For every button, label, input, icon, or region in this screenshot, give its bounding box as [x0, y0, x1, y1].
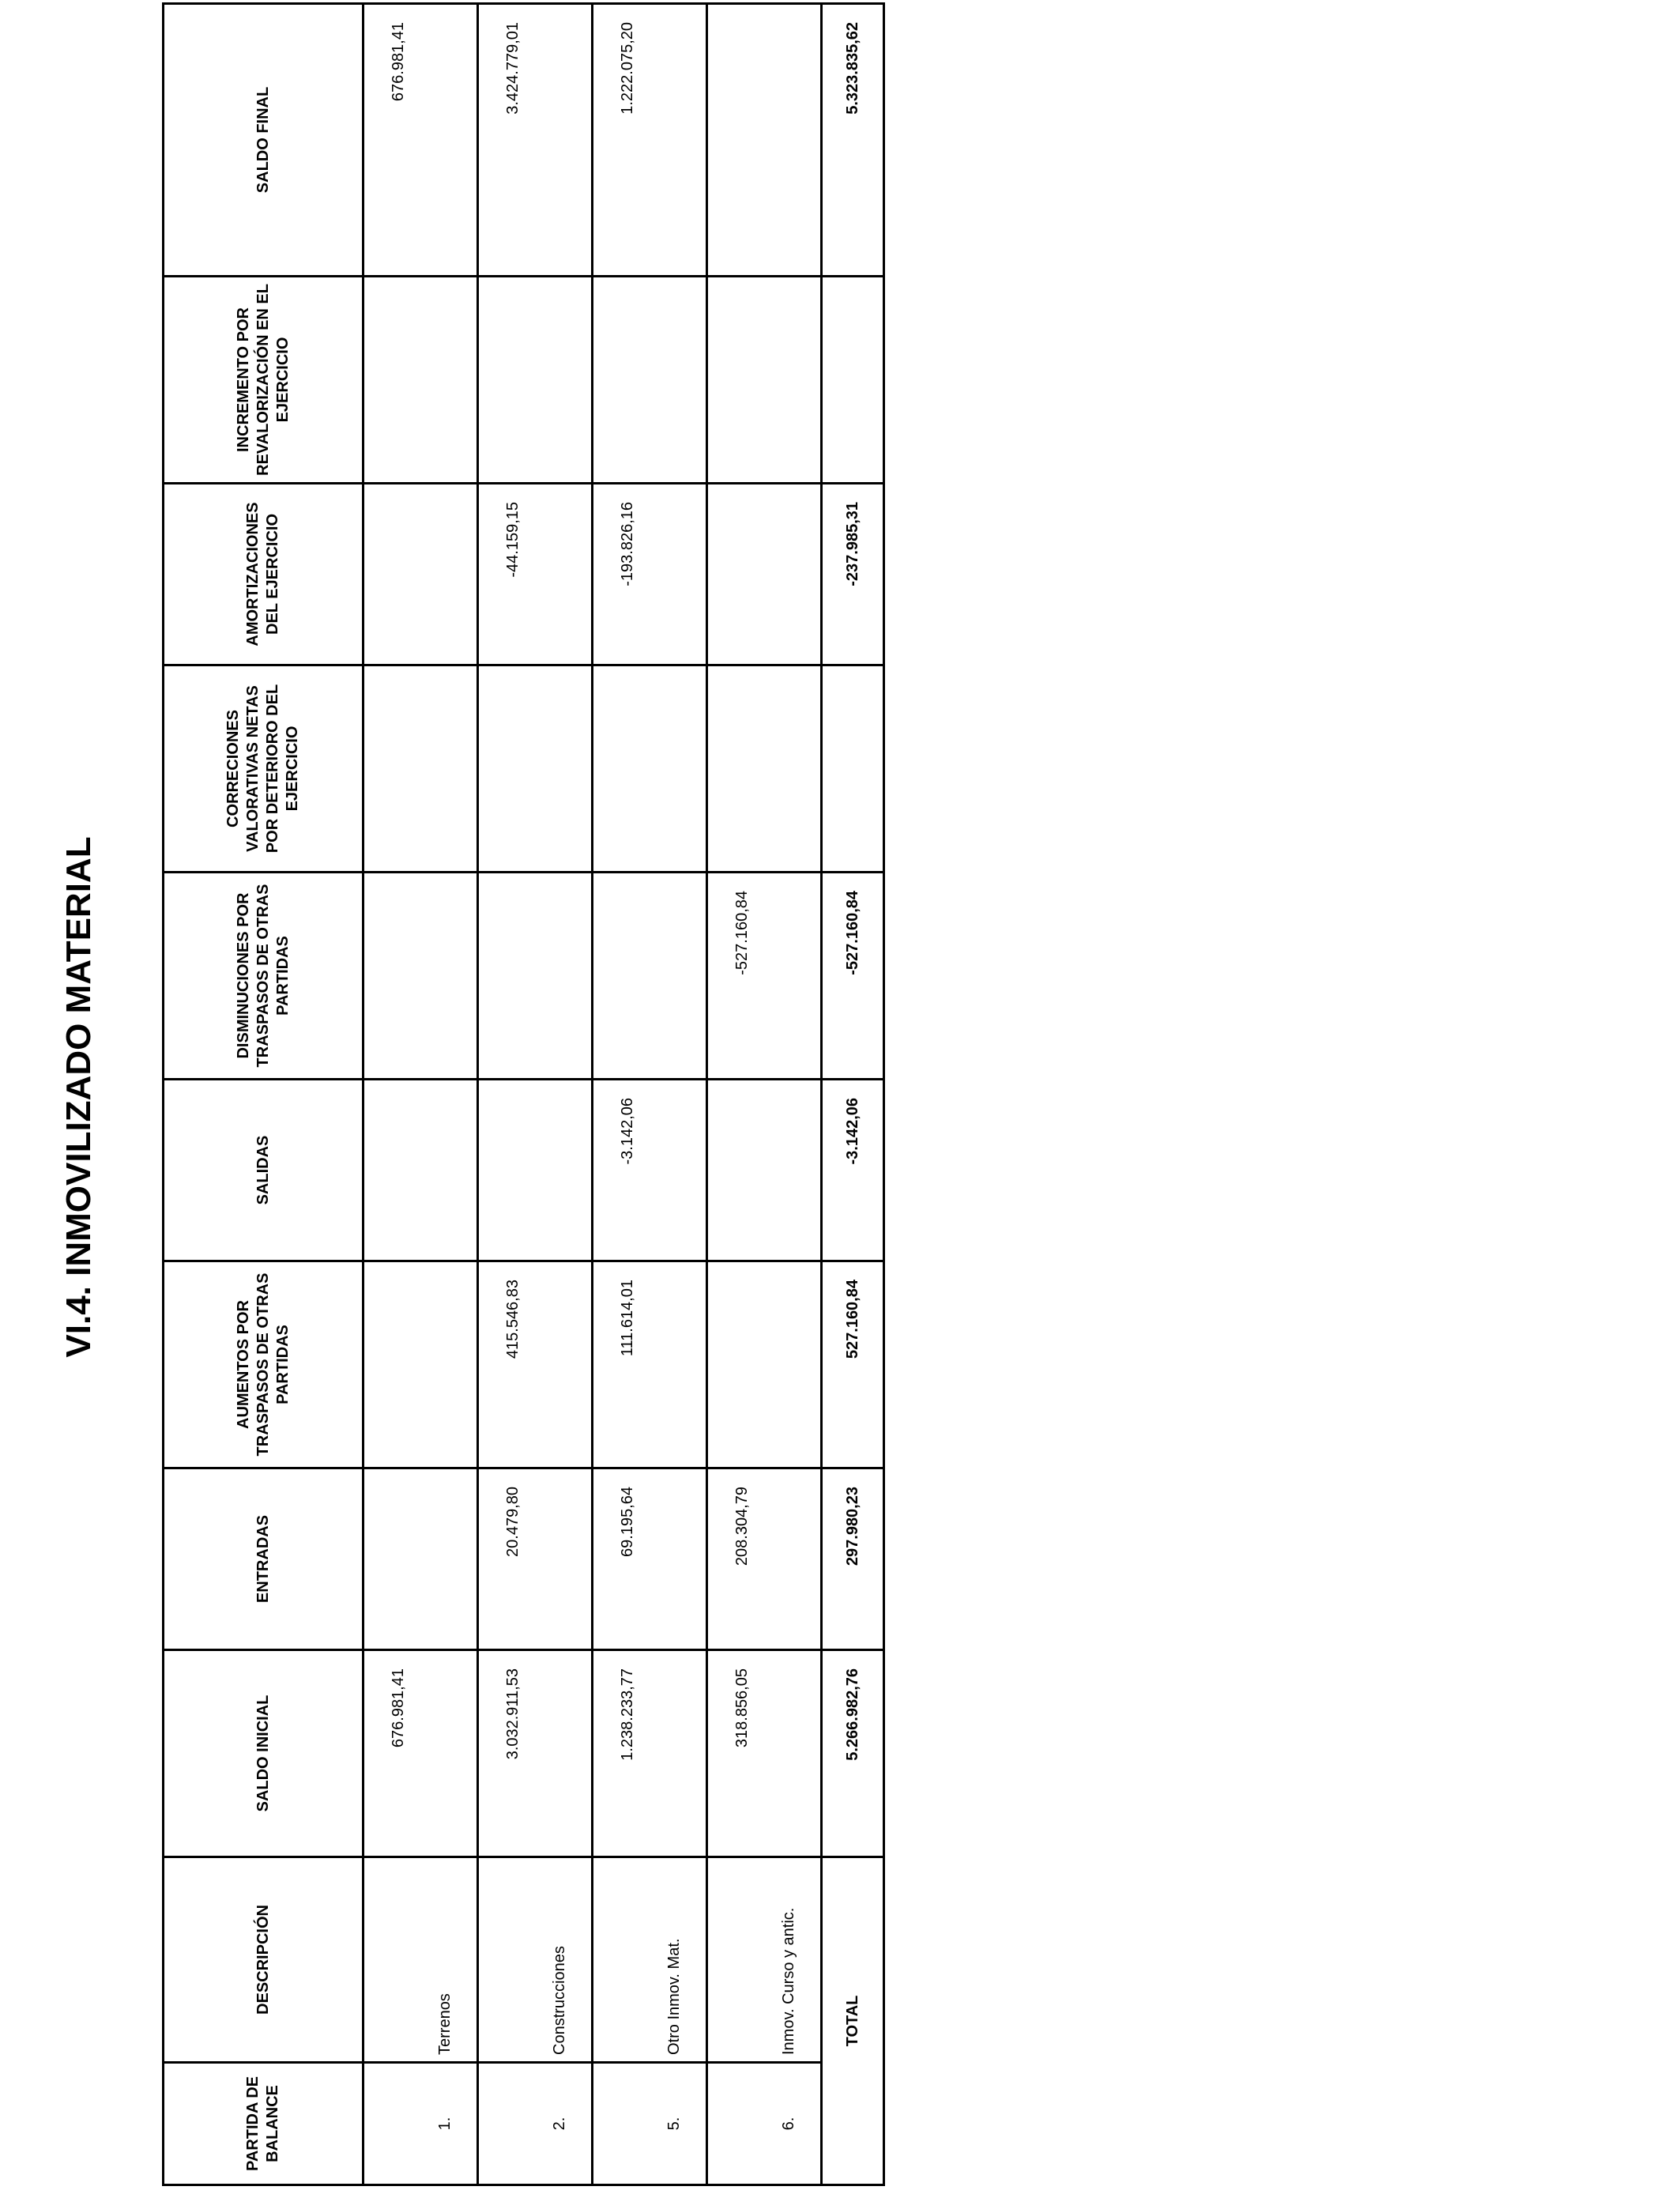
cell-partida: 1.	[363, 2063, 478, 2185]
cell-aumentos	[363, 1261, 478, 1468]
cell-partida: 5.	[593, 2063, 707, 2185]
cell-aumentos: 415.546,83	[478, 1261, 593, 1468]
header-saldo-inicial: SALDO INICIAL	[164, 1650, 363, 1857]
table-row	[478, 4, 593, 2185]
cell-entradas: 208.304,79	[707, 1468, 822, 1650]
cell-saldo-final: 676.981,41	[363, 4, 478, 277]
cell-entradas	[363, 1468, 478, 1650]
cell-descripcion: Terrenos	[363, 1857, 478, 2063]
header-saldo-final: SALDO FINAL	[164, 4, 363, 277]
cell-aumentos: 111.614,01	[593, 1261, 707, 1468]
total-row	[822, 4, 884, 2185]
header-correcciones: CORRECIONES VALORATIVAS NETAS POR DETERIORO DEL EJERCICIO	[164, 665, 363, 873]
total-entradas: 297.980,23	[822, 1468, 884, 1650]
cell-amortizaciones	[363, 484, 478, 665]
cell-correcciones	[363, 665, 478, 873]
header-entradas: ENTRADAS	[164, 1468, 363, 1650]
total-aumentos: 527.160,84	[822, 1261, 884, 1468]
cell-amortizaciones	[707, 484, 822, 665]
cell-incremento	[707, 277, 822, 484]
cell-amortizaciones: -193.826,16	[593, 484, 707, 665]
cell-correcciones	[593, 665, 707, 873]
total-amortizaciones: -237.985,31	[822, 484, 884, 665]
cell-salidas: -3.142,06	[593, 1080, 707, 1261]
cell-disminuciones	[593, 873, 707, 1080]
cell-correcciones	[707, 665, 822, 873]
cell-aumentos	[707, 1261, 822, 1468]
table-row	[593, 4, 707, 2185]
cell-saldo-final	[707, 4, 822, 277]
cell-correcciones	[478, 665, 593, 873]
total-incremento	[822, 277, 884, 484]
cell-salidas	[478, 1080, 593, 1261]
cell-disminuciones: -527.160,84	[707, 873, 822, 1080]
header-row	[164, 4, 363, 2185]
cell-saldo-final: 3.424.779,01	[478, 4, 593, 277]
cell-saldo-final: 1.222.075,20	[593, 4, 707, 277]
cell-saldo-inicial: 3.032.911,53	[478, 1650, 593, 1857]
cell-disminuciones	[478, 873, 593, 1080]
total-saldo-inicial: 5.266.982,76	[822, 1650, 884, 1857]
table-row	[363, 4, 478, 2185]
cell-descripcion: Inmov. Curso y antic.	[707, 1857, 822, 2063]
header-salidas: SALIDAS	[164, 1080, 363, 1261]
table-row	[707, 4, 822, 2185]
header-incremento: INCREMENTO POR REVALORIZACIÓN EN EL EJERCICIO	[164, 277, 363, 484]
header-descripcion: DESCRIPCIÓN	[164, 1857, 363, 2063]
cell-saldo-inicial: 676.981,41	[363, 1650, 478, 1857]
cell-disminuciones	[363, 873, 478, 1080]
total-salidas: -3.142,06	[822, 1080, 884, 1261]
cell-incremento	[593, 277, 707, 484]
cell-incremento	[363, 277, 478, 484]
header-disminuciones: DISMINUCIONES POR TRASPASOS DE OTRAS PARTIDAS	[164, 873, 363, 1080]
cell-entradas: 20.479,80	[478, 1468, 593, 1650]
total-correcciones	[822, 665, 884, 873]
cell-salidas	[363, 1080, 478, 1261]
total-saldo-final: 5.323.835,62	[822, 4, 884, 277]
total-disminuciones: -527.160,84	[822, 873, 884, 1080]
page-title: VI.4. INMOVILIZADO MATERIAL	[59, 836, 98, 1358]
cell-descripcion: Construcciones	[478, 1857, 593, 2063]
cell-saldo-inicial: 318.856,05	[707, 1650, 822, 1857]
header-partida: PARTIDA DE BALANCE	[164, 2063, 363, 2185]
cell-incremento	[478, 277, 593, 484]
cell-descripcion: Otro Inmov. Mat.	[593, 1857, 707, 2063]
cell-saldo-inicial: 1.238.233,77	[593, 1650, 707, 1857]
header-aumentos: AUMENTOS POR TRASPASOS DE OTRAS PARTIDAS	[164, 1261, 363, 1468]
cell-partida: 2.	[478, 2063, 593, 2185]
inmovilizado-table	[162, 2, 885, 2186]
cell-partida: 6.	[707, 2063, 822, 2185]
cell-entradas: 69.195,64	[593, 1468, 707, 1650]
cell-salidas	[707, 1080, 822, 1261]
header-amortizaciones: AMORTIZACIONES DEL EJERCICIO	[164, 484, 363, 665]
cell-amortizaciones: -44.159,15	[478, 484, 593, 665]
total-label: TOTAL	[822, 1857, 884, 2185]
